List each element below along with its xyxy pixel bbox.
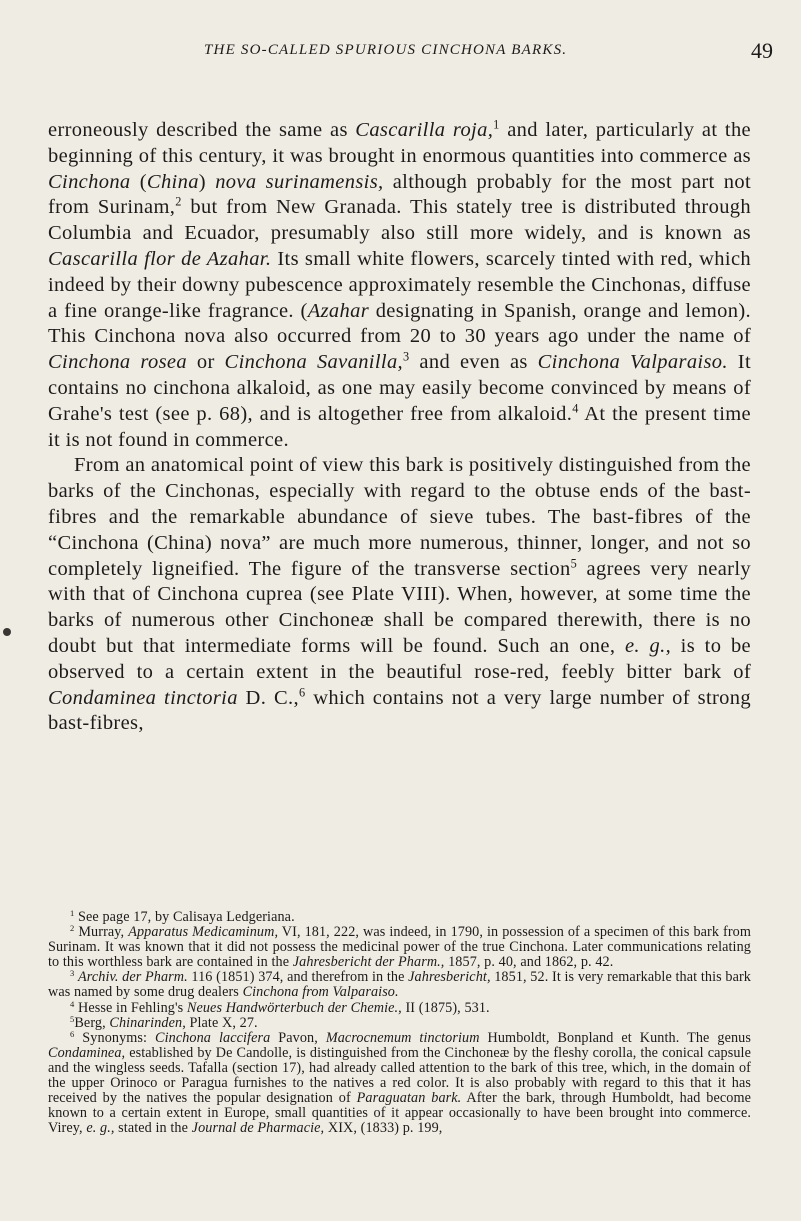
italic-text: Chinarinden, — [109, 1014, 186, 1031]
text-run: established by De Candolle, is distinguished from the Cinchoneæ by the fleshy corolla, the conical capsule and the wingless seeds. Tafalla (section 17), had already called attention to the bark of this tree, which, in the domain of the upper Orinoco or Paragua furnishes to the natives a red color. It is also probably with regard to this that it has received by the natives the popular designation of — [48, 1044, 751, 1107]
italic-text: Jahresbericht, — [408, 969, 491, 986]
text-run: ( — [130, 170, 147, 193]
footnote-marker: 2 — [175, 195, 182, 210]
text-run: D. C., — [237, 686, 299, 709]
margin-dot — [3, 628, 11, 636]
footnote-marker: 6 — [70, 1028, 75, 1039]
text-run: or — [186, 351, 225, 374]
italic-text: Cinchona rosea — [48, 351, 187, 374]
text-run: and even as — [409, 351, 538, 374]
text-run: See page 17, by Calisaya Ledgeriana. — [74, 909, 295, 925]
text-run: agrees very nearly with that of Cinchona cuprea (see Plate VIII). When, however, at some time the barks of numerous other Cinchoneæ shall be compared therewith, there is no doubt but that intermediate forms will be found. Such an one, — [48, 557, 751, 657]
text-run: II (1875), 531. — [401, 999, 490, 1016]
italic-text: China — [146, 170, 199, 193]
italic-text: e. g., — [624, 634, 672, 657]
text-run: designating in Spanish, orange and lemon). This Cinchona nova also occurred from 20 to 30 years ago under the name of — [48, 299, 751, 348]
text-run: Pavon, — [270, 1029, 326, 1046]
footnote — [48, 907, 751, 925]
text-run: Synonyms: — [74, 1029, 156, 1046]
footnotes — [48, 907, 752, 1137]
footnote — [48, 922, 752, 971]
text-run: is to be observed to a certain extent in the beautiful rose-red, feebly bitter bark of — [48, 634, 751, 683]
body-text — [48, 118, 751, 737]
paragraph — [48, 453, 751, 737]
running-head: THE SO-CALLED SPURIOUS CINCHONA BARKS. — [204, 42, 568, 58]
text-run: 1857, p. 40, and 1862, p. 42. — [444, 954, 614, 971]
italic-text: Cinchona laccifera — [155, 1029, 271, 1046]
footnote — [48, 998, 751, 1016]
footnote-marker: 1 — [70, 907, 75, 918]
italic-text: e. g., — [86, 1120, 115, 1137]
italic-text: Condaminea tinctoria — [48, 686, 238, 709]
footnote-marker: 5 — [70, 1013, 75, 1024]
page-number: 49 — [751, 38, 773, 63]
italic-text: Cinchona Savanilla, — [224, 351, 404, 374]
text-run: but from New Granada. This stately tree is distributed through Columbia and Ecuador, presumably also still more widely, and is known as — [48, 196, 752, 245]
text-run: Hesse in Fehling's — [74, 999, 187, 1016]
text-run: which contains not a very large number of strong bast-fibres, — [48, 686, 751, 735]
italic-text: Cascarilla roja, — [355, 119, 494, 141]
italic-text: Macrocnemum tinctorium — [325, 1029, 480, 1046]
text-run: Murray, — [74, 924, 129, 941]
italic-text: Neues Handwörterbuch der Chemie., — [186, 999, 402, 1016]
italic-text: Cinchona from Valparaiso. — [242, 984, 399, 1001]
italic-text: nova surinamensis, — [215, 170, 384, 193]
page-header — [204, 38, 773, 72]
text-run: 1851, 52. It is very remarkable that this bark was named by some drug dealers — [48, 969, 751, 1001]
footnote-marker: 3 — [403, 349, 410, 364]
text-run: stated in the — [114, 1120, 192, 1137]
footnote-marker: 2 — [70, 922, 75, 933]
paragraph — [48, 118, 751, 453]
footnote-marker: 6 — [298, 685, 306, 700]
text-run: 116 (1851) 374, and therefrom in the — [187, 969, 409, 986]
text-run: After the bark, through Humboldt, had become known to a certain extent in Europe, small quantities of it appear occasionally to have been brought into commerce. Virey, — [48, 1090, 751, 1137]
footnote-marker: 3 — [70, 968, 75, 979]
footnote-marker: 4 — [70, 998, 75, 1009]
text-run: Its small white flowers, scarcely tinted with red, which indeed by their downy pubescence approximately resemble the Cinchonas, diffuse a fine orange-like fragrance. ( — [48, 247, 751, 322]
footnote — [48, 1013, 751, 1031]
text-run: From an anatomical point of view this bark is positively distinguished from the barks of the Cinchonas, especially with regard to the obtuse ends of the bast-fibres and the remarkable abundance of sieve tubes. The bast-fibres of the “Cinchona (China) nova” are much more numerous, thinner, longer, and not so completely ligneified. The figure of the transverse section — [48, 454, 751, 580]
footnote — [48, 970, 751, 1000]
footnote-marker: 1 — [493, 117, 500, 132]
italic-text: Journal de Pharmacie, — [191, 1120, 325, 1137]
footnote — [48, 1028, 751, 1137]
text-run: and later, particularly at the beginning of this century, it was brought in enormous quantities into commerce as — [48, 119, 751, 167]
text-run: At the present time it is not found in commerce. — [48, 402, 751, 451]
text-run: It contains no cinchona alkaloid, as one may easily become convinced by means of Grahe's test (see p. 68), and is altogether free from alkaloid. — [48, 351, 751, 425]
text-run: Plate X, 27. — [185, 1014, 258, 1031]
text-run: VI, 181, 222, was indeed, in 1790, in possession of a specimen of this bark from Surinam. It was known that it did not possess the medicinal power of the true Cinchona. Later communications relating to this worthless bark are contained in the — [48, 924, 752, 971]
italic-text: Archiv. der Pharm. — [78, 969, 188, 986]
italic-text: Jahresbericht der Pharm., — [292, 954, 445, 971]
text-run: erroneously described the same as — [48, 119, 356, 141]
footnote-marker: 4 — [572, 401, 579, 416]
italic-text: Cinchona — [48, 170, 131, 193]
italic-text: Azahar — [307, 299, 370, 322]
italic-text: Cascarilla flor de Azahar. — [48, 247, 272, 270]
footnote-marker: 5 — [570, 556, 578, 571]
italic-text: Paraguatan bark. — [356, 1090, 462, 1107]
text-run: Humboldt, Bonpland et Kunth. The genus — [479, 1029, 751, 1046]
text-run: ) — [198, 170, 216, 193]
italic-text: Apparatus Medicaminum, — [128, 924, 279, 941]
text-run: although probably for the most part not from Surinam, — [48, 170, 752, 219]
text-run: XIX, (1833) p. 199, — [324, 1120, 443, 1137]
italic-text: Cinchona Valparaiso. — [537, 351, 728, 374]
text-run: Berg, — [74, 1014, 110, 1031]
italic-text: Condaminea, — [48, 1044, 126, 1061]
